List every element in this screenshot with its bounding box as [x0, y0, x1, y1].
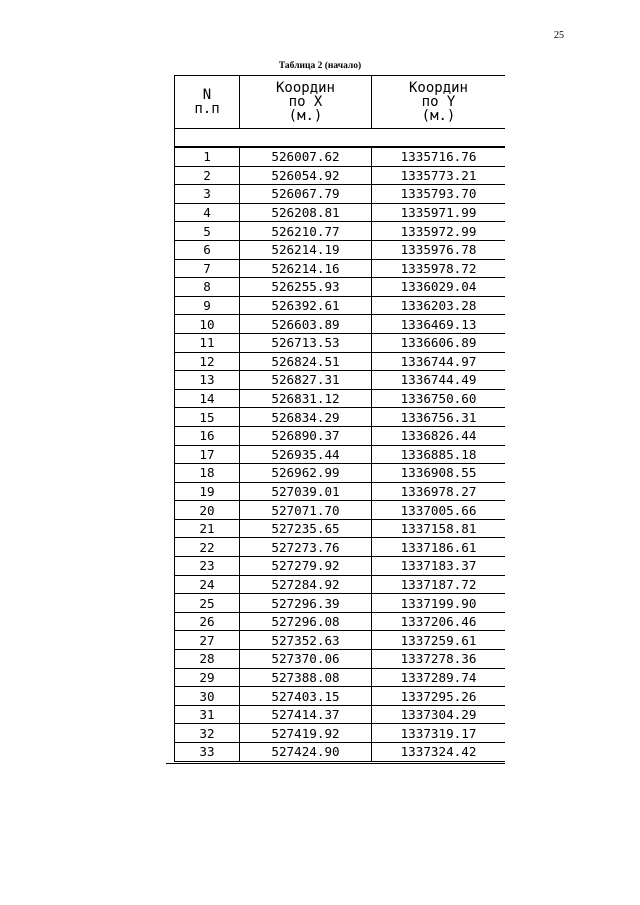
x-coordinate-cell: 527039.01	[240, 482, 372, 501]
y-coordinate-cell: 1337005.66	[372, 501, 506, 520]
table-row	[175, 631, 506, 650]
header-n-line-2: п.п	[194, 101, 220, 117]
x-coordinate-cell: 527419.92	[240, 724, 372, 743]
x-coordinate-cell: 526054.92	[240, 166, 372, 185]
table-bottom-rule	[166, 763, 505, 764]
row-number-cell: 33	[175, 743, 240, 762]
table-row	[175, 538, 506, 557]
table-row	[175, 557, 506, 576]
row-number-cell: 31	[175, 705, 240, 724]
y-coordinate-cell: 1335793.70	[372, 185, 506, 204]
row-number-cell: 13	[175, 371, 240, 390]
row-number-cell: 20	[175, 501, 240, 520]
table-row	[175, 445, 506, 464]
row-number-cell: 29	[175, 668, 240, 687]
x-coordinate-cell: 527235.65	[240, 519, 372, 538]
table-row	[175, 333, 506, 352]
y-coordinate-cell: 1337186.61	[372, 538, 506, 557]
y-coordinate-cell: 1335716.76	[372, 147, 506, 166]
y-coordinate-cell: 1337319.17	[372, 724, 506, 743]
x-coordinate-cell: 527370.06	[240, 650, 372, 669]
table-row	[175, 594, 506, 613]
row-number-cell: 23	[175, 557, 240, 576]
table-row	[175, 222, 506, 241]
row-number-cell: 32	[175, 724, 240, 743]
table-row	[175, 426, 506, 445]
x-coordinate-cell: 526834.29	[240, 408, 372, 427]
table-row	[175, 389, 506, 408]
table-row	[175, 464, 506, 483]
y-coordinate-cell: 1336826.44	[372, 426, 506, 445]
y-coordinate-cell: 1335976.78	[372, 240, 506, 259]
row-number-cell: 24	[175, 575, 240, 594]
row-number-cell: 7	[175, 259, 240, 278]
y-coordinate-cell: 1336744.49	[372, 371, 506, 390]
table-row	[175, 352, 506, 371]
row-number-cell: 9	[175, 296, 240, 315]
x-coordinate-cell: 527273.76	[240, 538, 372, 557]
row-number-cell: 12	[175, 352, 240, 371]
y-coordinate-cell: 1337158.81	[372, 519, 506, 538]
coordinates-table	[174, 75, 505, 762]
table-row	[175, 575, 506, 594]
header-n	[175, 76, 240, 129]
x-coordinate-cell: 526210.77	[240, 222, 372, 241]
y-coordinate-cell: 1336978.27	[372, 482, 506, 501]
x-coordinate-cell: 526214.19	[240, 240, 372, 259]
y-coordinate-cell: 1337324.42	[372, 743, 506, 762]
row-number-cell: 6	[175, 240, 240, 259]
x-coordinate-cell: 526392.61	[240, 296, 372, 315]
header-y-line-2: по Y	[421, 94, 456, 110]
table-row	[175, 203, 506, 222]
header-n-line-1: N	[202, 87, 212, 103]
x-coordinate-cell: 526214.16	[240, 259, 372, 278]
x-coordinate-cell: 526007.62	[240, 147, 372, 166]
y-coordinate-cell: 1337278.36	[372, 650, 506, 669]
y-coordinate-cell: 1337206.46	[372, 612, 506, 631]
x-coordinate-cell: 527279.92	[240, 557, 372, 576]
x-coordinate-cell: 527284.92	[240, 575, 372, 594]
table-row	[175, 519, 506, 538]
table-header-row	[175, 76, 506, 129]
row-number-cell: 25	[175, 594, 240, 613]
y-coordinate-cell: 1335978.72	[372, 259, 506, 278]
row-number-cell: 8	[175, 278, 240, 297]
table-row	[175, 668, 506, 687]
header-y-line-3: (м.)	[421, 108, 456, 124]
y-coordinate-cell: 1336744.97	[372, 352, 506, 371]
table-row	[175, 240, 506, 259]
y-coordinate-cell: 1336756.31	[372, 408, 506, 427]
y-coordinate-cell: 1336469.13	[372, 315, 506, 334]
y-coordinate-cell: 1335971.99	[372, 203, 506, 222]
table-body	[175, 129, 506, 762]
x-coordinate-cell: 526962.99	[240, 464, 372, 483]
table-row	[175, 185, 506, 204]
y-coordinate-cell: 1337259.61	[372, 631, 506, 650]
y-coordinate-cell: 1337304.29	[372, 705, 506, 724]
table-row	[175, 166, 506, 185]
x-coordinate-cell: 527296.08	[240, 612, 372, 631]
table-row	[175, 259, 506, 278]
y-coordinate-cell: 1336750.60	[372, 389, 506, 408]
table-caption: Таблица 2 (начало)	[278, 61, 362, 71]
row-number-cell: 27	[175, 631, 240, 650]
y-coordinate-cell: 1336606.89	[372, 333, 506, 352]
y-coordinate-cell: 1337183.37	[372, 557, 506, 576]
row-number-cell: 15	[175, 408, 240, 427]
row-number-cell: 14	[175, 389, 240, 408]
table-row	[175, 315, 506, 334]
row-number-cell: 10	[175, 315, 240, 334]
row-number-cell: 1	[175, 147, 240, 166]
y-coordinate-cell: 1337295.26	[372, 687, 506, 706]
table-row	[175, 371, 506, 390]
x-coordinate-cell: 527388.08	[240, 668, 372, 687]
spacer-row	[175, 129, 506, 148]
row-number-cell: 3	[175, 185, 240, 204]
x-coordinate-cell: 526827.31	[240, 371, 372, 390]
x-coordinate-cell: 527352.63	[240, 631, 372, 650]
y-coordinate-cell: 1336908.55	[372, 464, 506, 483]
table-row	[175, 147, 506, 166]
y-coordinate-cell: 1337289.74	[372, 668, 506, 687]
header-x-line-1: Координ	[275, 80, 335, 96]
x-coordinate-cell: 527071.70	[240, 501, 372, 520]
y-coordinate-cell: 1337199.90	[372, 594, 506, 613]
x-coordinate-cell: 527403.15	[240, 687, 372, 706]
table-row	[175, 408, 506, 427]
x-coordinate-cell: 526603.89	[240, 315, 372, 334]
spacer-cell	[175, 129, 506, 148]
x-coordinate-cell: 526208.81	[240, 203, 372, 222]
table-row	[175, 296, 506, 315]
x-coordinate-cell: 527296.39	[240, 594, 372, 613]
row-number-cell: 21	[175, 519, 240, 538]
y-coordinate-cell: 1335972.99	[372, 222, 506, 241]
x-coordinate-cell: 526935.44	[240, 445, 372, 464]
header-x-line-3: (м.)	[288, 108, 323, 124]
row-number-cell: 28	[175, 650, 240, 669]
table-row	[175, 687, 506, 706]
y-coordinate-cell: 1336885.18	[372, 445, 506, 464]
x-coordinate-cell: 527424.90	[240, 743, 372, 762]
x-coordinate-cell: 526890.37	[240, 426, 372, 445]
row-number-cell: 18	[175, 464, 240, 483]
table-row	[175, 482, 506, 501]
row-number-cell: 2	[175, 166, 240, 185]
row-number-cell: 11	[175, 333, 240, 352]
x-coordinate-cell: 526255.93	[240, 278, 372, 297]
row-number-cell: 26	[175, 612, 240, 631]
y-coordinate-cell: 1336029.04	[372, 278, 506, 297]
header-x	[240, 76, 372, 129]
table-row	[175, 743, 506, 762]
row-number-cell: 5	[175, 222, 240, 241]
header-y-line-1: Координ	[408, 80, 468, 96]
x-coordinate-cell: 526713.53	[240, 333, 372, 352]
row-number-cell: 16	[175, 426, 240, 445]
x-coordinate-cell: 526067.79	[240, 185, 372, 204]
row-number-cell: 22	[175, 538, 240, 557]
table-row	[175, 650, 506, 669]
x-coordinate-cell: 526824.51	[240, 352, 372, 371]
table-row	[175, 724, 506, 743]
y-coordinate-cell: 1336203.28	[372, 296, 506, 315]
row-number-cell: 4	[175, 203, 240, 222]
row-number-cell: 30	[175, 687, 240, 706]
table-row	[175, 501, 506, 520]
row-number-cell: 17	[175, 445, 240, 464]
x-coordinate-cell: 527414.37	[240, 705, 372, 724]
row-number-cell: 19	[175, 482, 240, 501]
table-row	[175, 278, 506, 297]
y-coordinate-cell: 1335773.21	[372, 166, 506, 185]
page-number: 25	[554, 30, 564, 41]
y-coordinate-cell: 1337187.72	[372, 575, 506, 594]
table-row	[175, 705, 506, 724]
x-coordinate-cell: 526831.12	[240, 389, 372, 408]
header-y	[372, 76, 506, 129]
header-x-line-2: по X	[288, 94, 323, 110]
table-row	[175, 612, 506, 631]
